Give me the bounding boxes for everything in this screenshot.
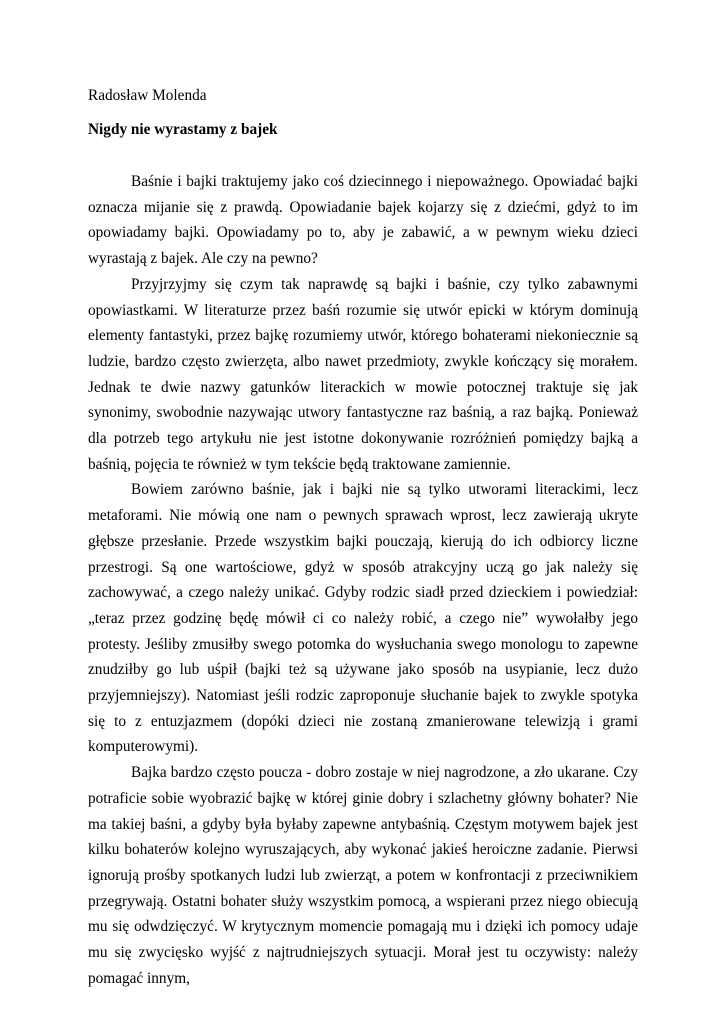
paragraph-1: Baśnie i bajki traktujemy jako coś dziecinnego i niepoważnego. Opowiadać bajki oznacza mijanie się z prawdą. Opowiadanie bajek kojarzy się z dziećmi, gdyż to im opowiadamy bajki. Opowiadamy po to, aby je zabawić, a w pewnym wieku dzieci wyrastają z bajek. Ale czy na pewno? — [88, 173, 638, 268]
document-page — [88, 86, 638, 992]
paragraph-4: Bajka bardzo często poucza - dobro zostaje w niej nagrodzone, a zło ukarane. Czy potraficie sobie wyobrazić bajkę w której ginie dobry i szlachetny główny bohater? Nie ma takiej baśni, a gdyby była byłaby zapewne antybaśnią. Częstym motywem bajek jest kilku bohaterów kolejno wyruszających, aby wykonać jakieś heroiczne zadanie. Pierwsi ignorują prośby spotkanych ludzi lub zwierząt, a potem w konfrontacji z przeciwnikiem przegrywają. Ostatni bohater służy wszystkim pomocą, a wspierani przez niego obiecują mu się odwdzięczyć. W krytycznym momencie pomagają mu i dzięki ich pomocy udaje mu się zwycięsko wyjść z najtrudniejszych sytuacji. Morał jest tu oczywisty: należy pomagać innym, — [88, 764, 638, 987]
article-title: Nigdy nie wyrastamy z bajek — [88, 121, 278, 138]
paragraph-3: Bowiem zarówno baśnie, jak i bajki nie są tylko utworami literackimi, lecz metaforami. Nie mówią one nam o pewnych sprawach wprost, lecz zawierają ukryte głębsze przesłanie. Przede wszystkim bajki pouczają, kierują do ich odbiorcy liczne przestrogi. Są one wartościowe, gdyż w sposób atrakcyjny uczą go jak należy się zachowywać, a czego należy unikać. Gdyby rodzic siadł przed dzieckiem i powiedział: „teraz przez godzinę będę mówił ci co należy robić, a czego nie” wywołałby jego protesty. Jeśliby zmusiłby swego potomka do wysłuchania swego monologu to zapewne znudziłby go lub uśpił (bajki też są używane jako sposób na usypianie, lecz dużo przyjemniejszy). Natomiast jeśli rodzic zaproponuje słuchanie bajek to zwykle spotyka się to z entuzjazmem (dopóki dzieci nie zostaną zmanierowane telewizją i grami komputerowymi). — [88, 481, 638, 756]
paragraph-2: Przyjrzyjmy się czym tak naprawdę są bajki i baśnie, czy tylko zabawnymi opowiastkami. W literaturze przez baśń rozumie się utwór epicki w którym dominują elementy fantastyki, przez bajkę rozumiemy utwór, którego bohaterami niekoniecznie są ludzie, bardzo często zwierzęta, albo nawet przedmioty, zwykle kończący się morałem. Jednak te dwie nazwy gatunków literackich w mowie potocznej traktuje się jak synonimy, swobodnie nazywając utwory fantastyczne raz baśnią, a raz bajką. Ponieważ dla potrzeb tego artykułu nie jest istotne dokonywanie rozróżnień pomiędzy bajką a baśnią, pojęcia te również w tym tekście będą traktowane zamiennie. — [88, 275, 638, 473]
author-name: Radosław Molenda — [88, 87, 207, 104]
